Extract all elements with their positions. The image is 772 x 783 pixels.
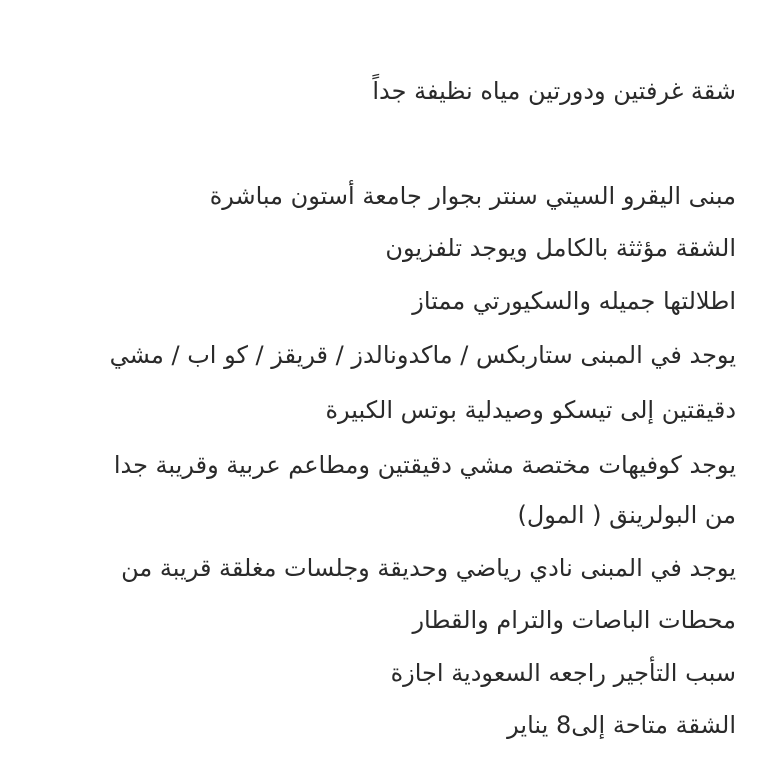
text-line-9: محطات الباصات والترام والقطار	[412, 606, 736, 634]
text-line-8: يوجد في المبنى نادي رياضي وحديقة وجلسات مغلقة قريبة من	[121, 554, 736, 582]
text-line-3: اطلالتها جميله والسكيورتي ممتاز	[412, 287, 736, 315]
text-line-1: مبنى اليقرو السيتي سنتر بجوار جامعة أستون مباشرة	[209, 182, 736, 210]
text-line-7: من البولرينق ( المول)	[517, 501, 736, 529]
text-line-11: الشقة متاحة إلى8 يناير	[507, 711, 736, 739]
text-line-4: يوجد في المبنى ستاربكس / ماكدونالدز / قريقز / كو اب / مشي	[109, 341, 736, 369]
listing-title: شقة غرفتين ودورتين مياه نظيفة جداً	[372, 77, 736, 105]
text-line-10: سبب التأجير راجعه السعودية اجازة	[390, 659, 736, 687]
text-line-6: يوجد كوفيهات مختصة مشي دقيقتين ومطاعم عربية وقريبة جدا	[113, 451, 736, 479]
text-line-5: دقيقتين إلى تيسكو وصيدلية بوتس الكبيرة	[325, 396, 736, 424]
text-line-2: الشقة مؤثثة بالكامل ويوجد تلفزيون	[385, 234, 736, 262]
